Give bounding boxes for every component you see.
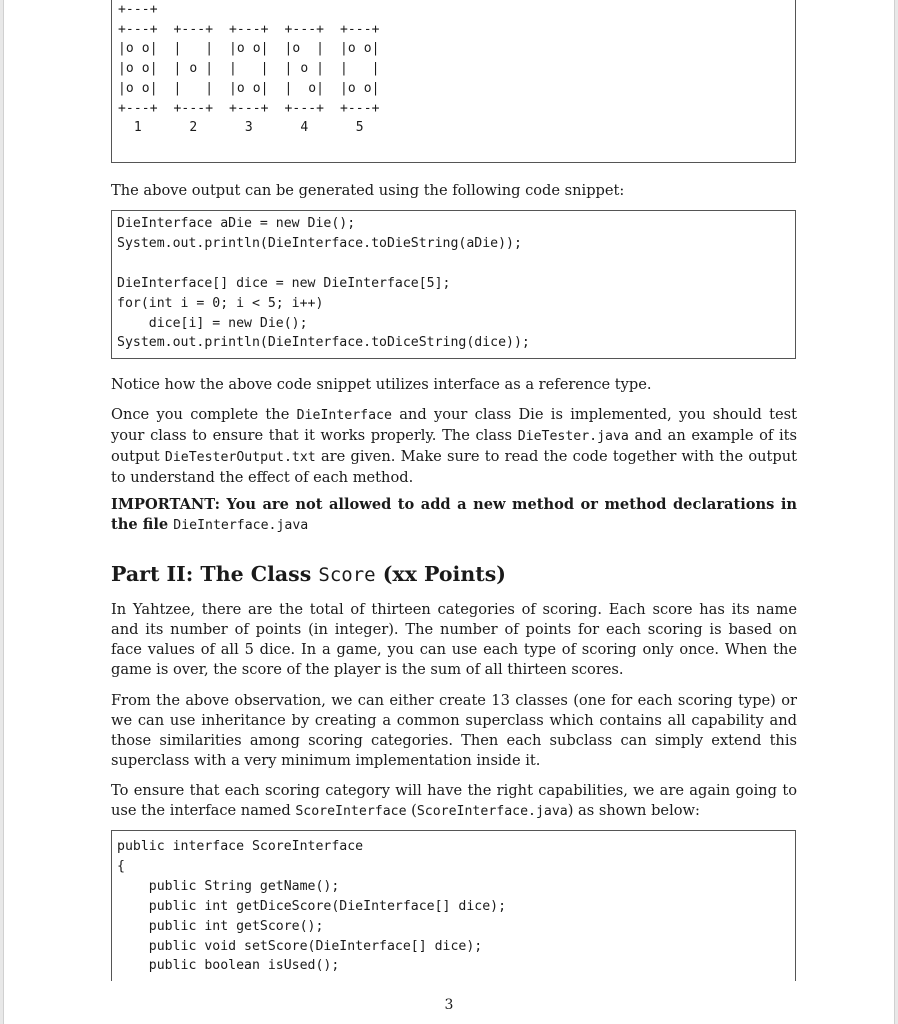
yahtzee-paragraph: In Yahtzee, there are the total of thirteen categories of scoring. Each score has its name and its number of points (in integer). The number of points for each scoring is based on face values of all 5 dice. In a game, you can use each type of scoring only once. When the game is over, the score of the player is the sum of all thirteen scores. [111,601,797,678]
interface-code: public interface ScoreInterface { public String getName(); public int getDiceScore(DieInterface[] dice); public int getScore(); public void setScore(DieInterface[] dice); public boolean isUsed(); [117,839,507,974]
once-paragraph: Once you complete the DieInterface and your class Die is implemented, you should test your class to ensure that it works properly. The class DieTester.java and an example of its output DieTesterOutput.txt are given. Make sure to read the code together with the output to understand the effect of each method. [111,406,797,486]
code-snippet-box [111,210,796,359]
dice-output-box [111,0,796,163]
page-number: 3 [444,997,454,1013]
document-page [3,0,895,1024]
snippet-intro-text: The above output can be generated using the following code snippet: [111,182,625,199]
observation-paragraph: From the above observation, we can either create 13 classes (one for each scoring type) or we can use inheritance by creating a common superclass which contains all capability and those similarities among scoring categories. Then each subclass can simply extend this superclass with a very minimum implementation inside it. [111,692,797,769]
dice-ascii-art: +---+ +---+ +---+ +---+ +---+ +---+ |o o| | | |o o| |o | |o o| |o o| | o | | | | o | | | |o o| | | |o o| | o| |o o| +---+ +---+ +---+ +---+ +---+ 1 2 3 4 5 [118,2,380,136]
ensure-paragraph: To ensure that each scoring category will have the right capabilities, we are again going to use the interface named ScoreInterface (ScoreInterface.java) as shown below: [111,782,797,819]
interface-code-box [111,830,796,981]
code-snippet: DieInterface aDie = new Die(); System.out.println(DieInterface.toDieString(aDie)); DieInterface[] dice = new DieInterface[5]; for(int i = 0; i < 5; i++) dice[i] = new Die(); System.out.println(DieInterface.toDiceString(dice)); [117,216,530,351]
important-note: IMPORTANT: You are not allowed to add a new method or method declarations in the file DieInterface.java [111,496,797,533]
section-heading: Part II: The Class Score (xx Points) [111,562,506,586]
notice-text: Notice how the above code snippet utilizes interface as a reference type. [111,376,652,393]
